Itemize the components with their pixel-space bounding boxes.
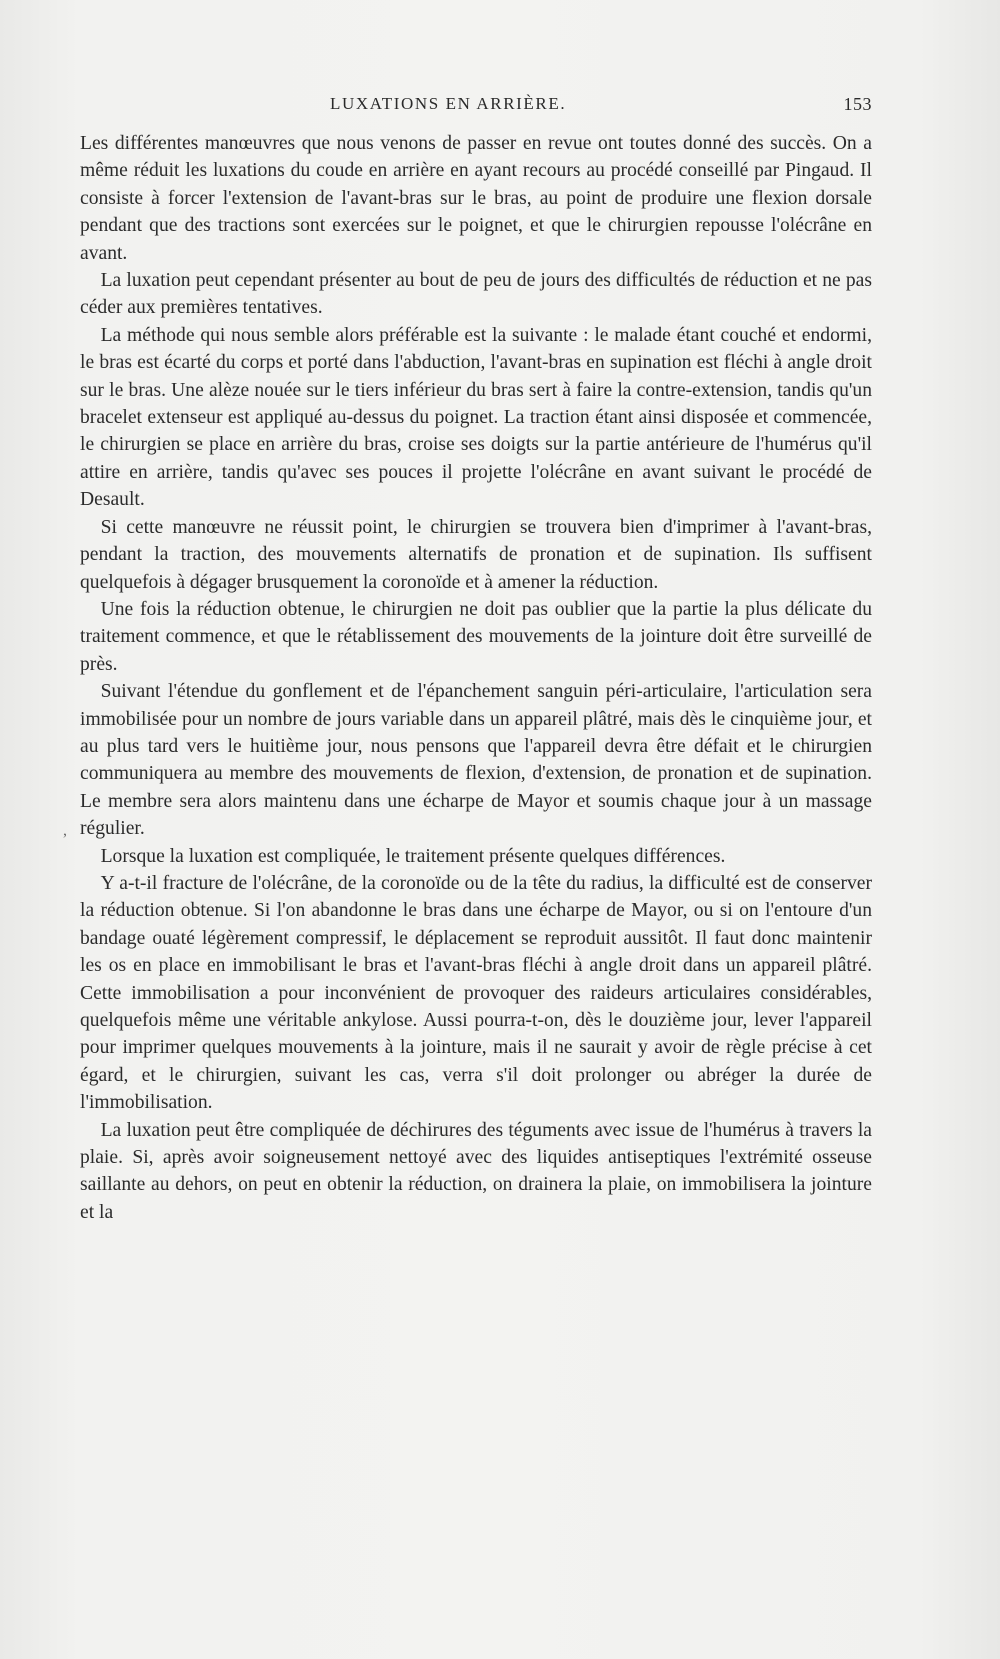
paragraph: Si cette manœuvre ne réussit point, le chirurgien se trouvera bien d'imprimer à l'avant-bras, pendant la traction, des mouvements alternatifs de pronation et de supination. Ils suffisent quelquefois à dégager brusquement la coronoïde et à amener la réduction. <box>80 516 872 593</box>
page-number: 153 <box>843 94 872 114</box>
running-title: LUXATIONS EN ARRIÈRE. <box>330 94 567 113</box>
paragraph: La méthode qui nous semble alors préférable est la suivante : le malade étant couché et endormi, le bras est écarté du corps et porté dans l'abduction, l'avant-bras en supination est fléchi à angle droit sur le bras. Une alèze nouée sur le tiers inférieur du bras sert à faire la contre-extension, tandis qu'un bracelet extenseur est appliqué au-dessus du poignet. La traction étant ainsi disposée et commencée, le chirurgien se place en arrière du bras, croise ses doigts sur la partie antérieure de l'humérus qu'il attire en arrière, tandis qu'avec ses pouces il projette l'olécrâne en avant suivant le procédé de Desault. <box>80 324 872 511</box>
paragraph: Les différentes manœuvres que nous venons de passer en revue ont toutes donné des succès. On a même réduit les luxations du coude en arrière en ayant recours au procédé conseillé par Pingaud. Il consiste à forcer l'extension de l'avant-bras sur le bras, au point de produire une flexion dorsale pendant que des tractions sont exercées sur le poignet, et que le chirurgien repousse l'olécrâne en avant. <box>80 133 872 264</box>
margin-mark: , <box>63 822 67 839</box>
paragraph: La luxation peut être compliquée de déchirures des téguments avec issue de l'humérus à travers la plaie. Si, après avoir soigneusement nettoyé avec des liquides antiseptiques l'extrémité osseuse saillante au dehors, on peut en obtenir la réduction, on drainera la plaie, on immobilisera la jointure et la <box>80 1119 872 1223</box>
paragraph: La luxation peut cependant présenter au bout de peu de jours des difficultés de réduction et ne pas céder aux premières tentatives. <box>80 270 872 319</box>
paragraph: Suivant l'étendue du gonflement et de l'épanchement sanguin péri-articulaire, l'articulation sera immobilisée pour un nombre de jours variable dans un appareil plâtré, mais dès le cinquième jour, et au plus tard vers le huitième jour, nous pensons que l'appareil devra être défait et le chirurgien communiquera au membre des mouvements de flexion, d'extension, de pronation et de supination. Le membre sera alors maintenu dans une écharpe de Mayor et soumis chaque jour à un massage régulier. <box>80 681 872 840</box>
paragraph: Lorsque la luxation est compliquée, le traitement présente quelques différences. <box>100 845 726 867</box>
page-header <box>80 94 872 122</box>
paragraph: Y a-t-il fracture de l'olécrâne, de la coronoïde ou de la tête du radius, la difficulté est de conserver la réduction obtenue. Si l'on abandonne le bras dans une écharpe de Mayor, ou si on l'entoure d'un bandage ouaté légèrement compressif, le déplacement se reproduit aussitôt. Il faut donc maintenir les os en place en immobilisant le bras et l'avant-bras fléchi à angle droit dans un appareil plâtré. Cette immobilisation a pour inconvénient de provoquer des raideurs articulaires considérables, quelquefois même une véritable ankylose. Aussi pourra-t-on, dès le douzième jour, lever l'appareil pour imprimer quelques mouvements à la jointure, mais il ne saurait y avoir de règle précise à cet égard, et le chirurgien, suivant les cas, verra s'il doit prolonger ou abréger la durée de l'immobilisation. <box>80 872 872 1114</box>
paragraph: Une fois la réduction obtenue, le chirurgien ne doit pas oublier que la partie la plus délicate du traitement commence, et que le rétablissement des mouvements de la jointure doit être surveillé de près. <box>80 598 872 675</box>
body-text <box>80 130 872 1226</box>
